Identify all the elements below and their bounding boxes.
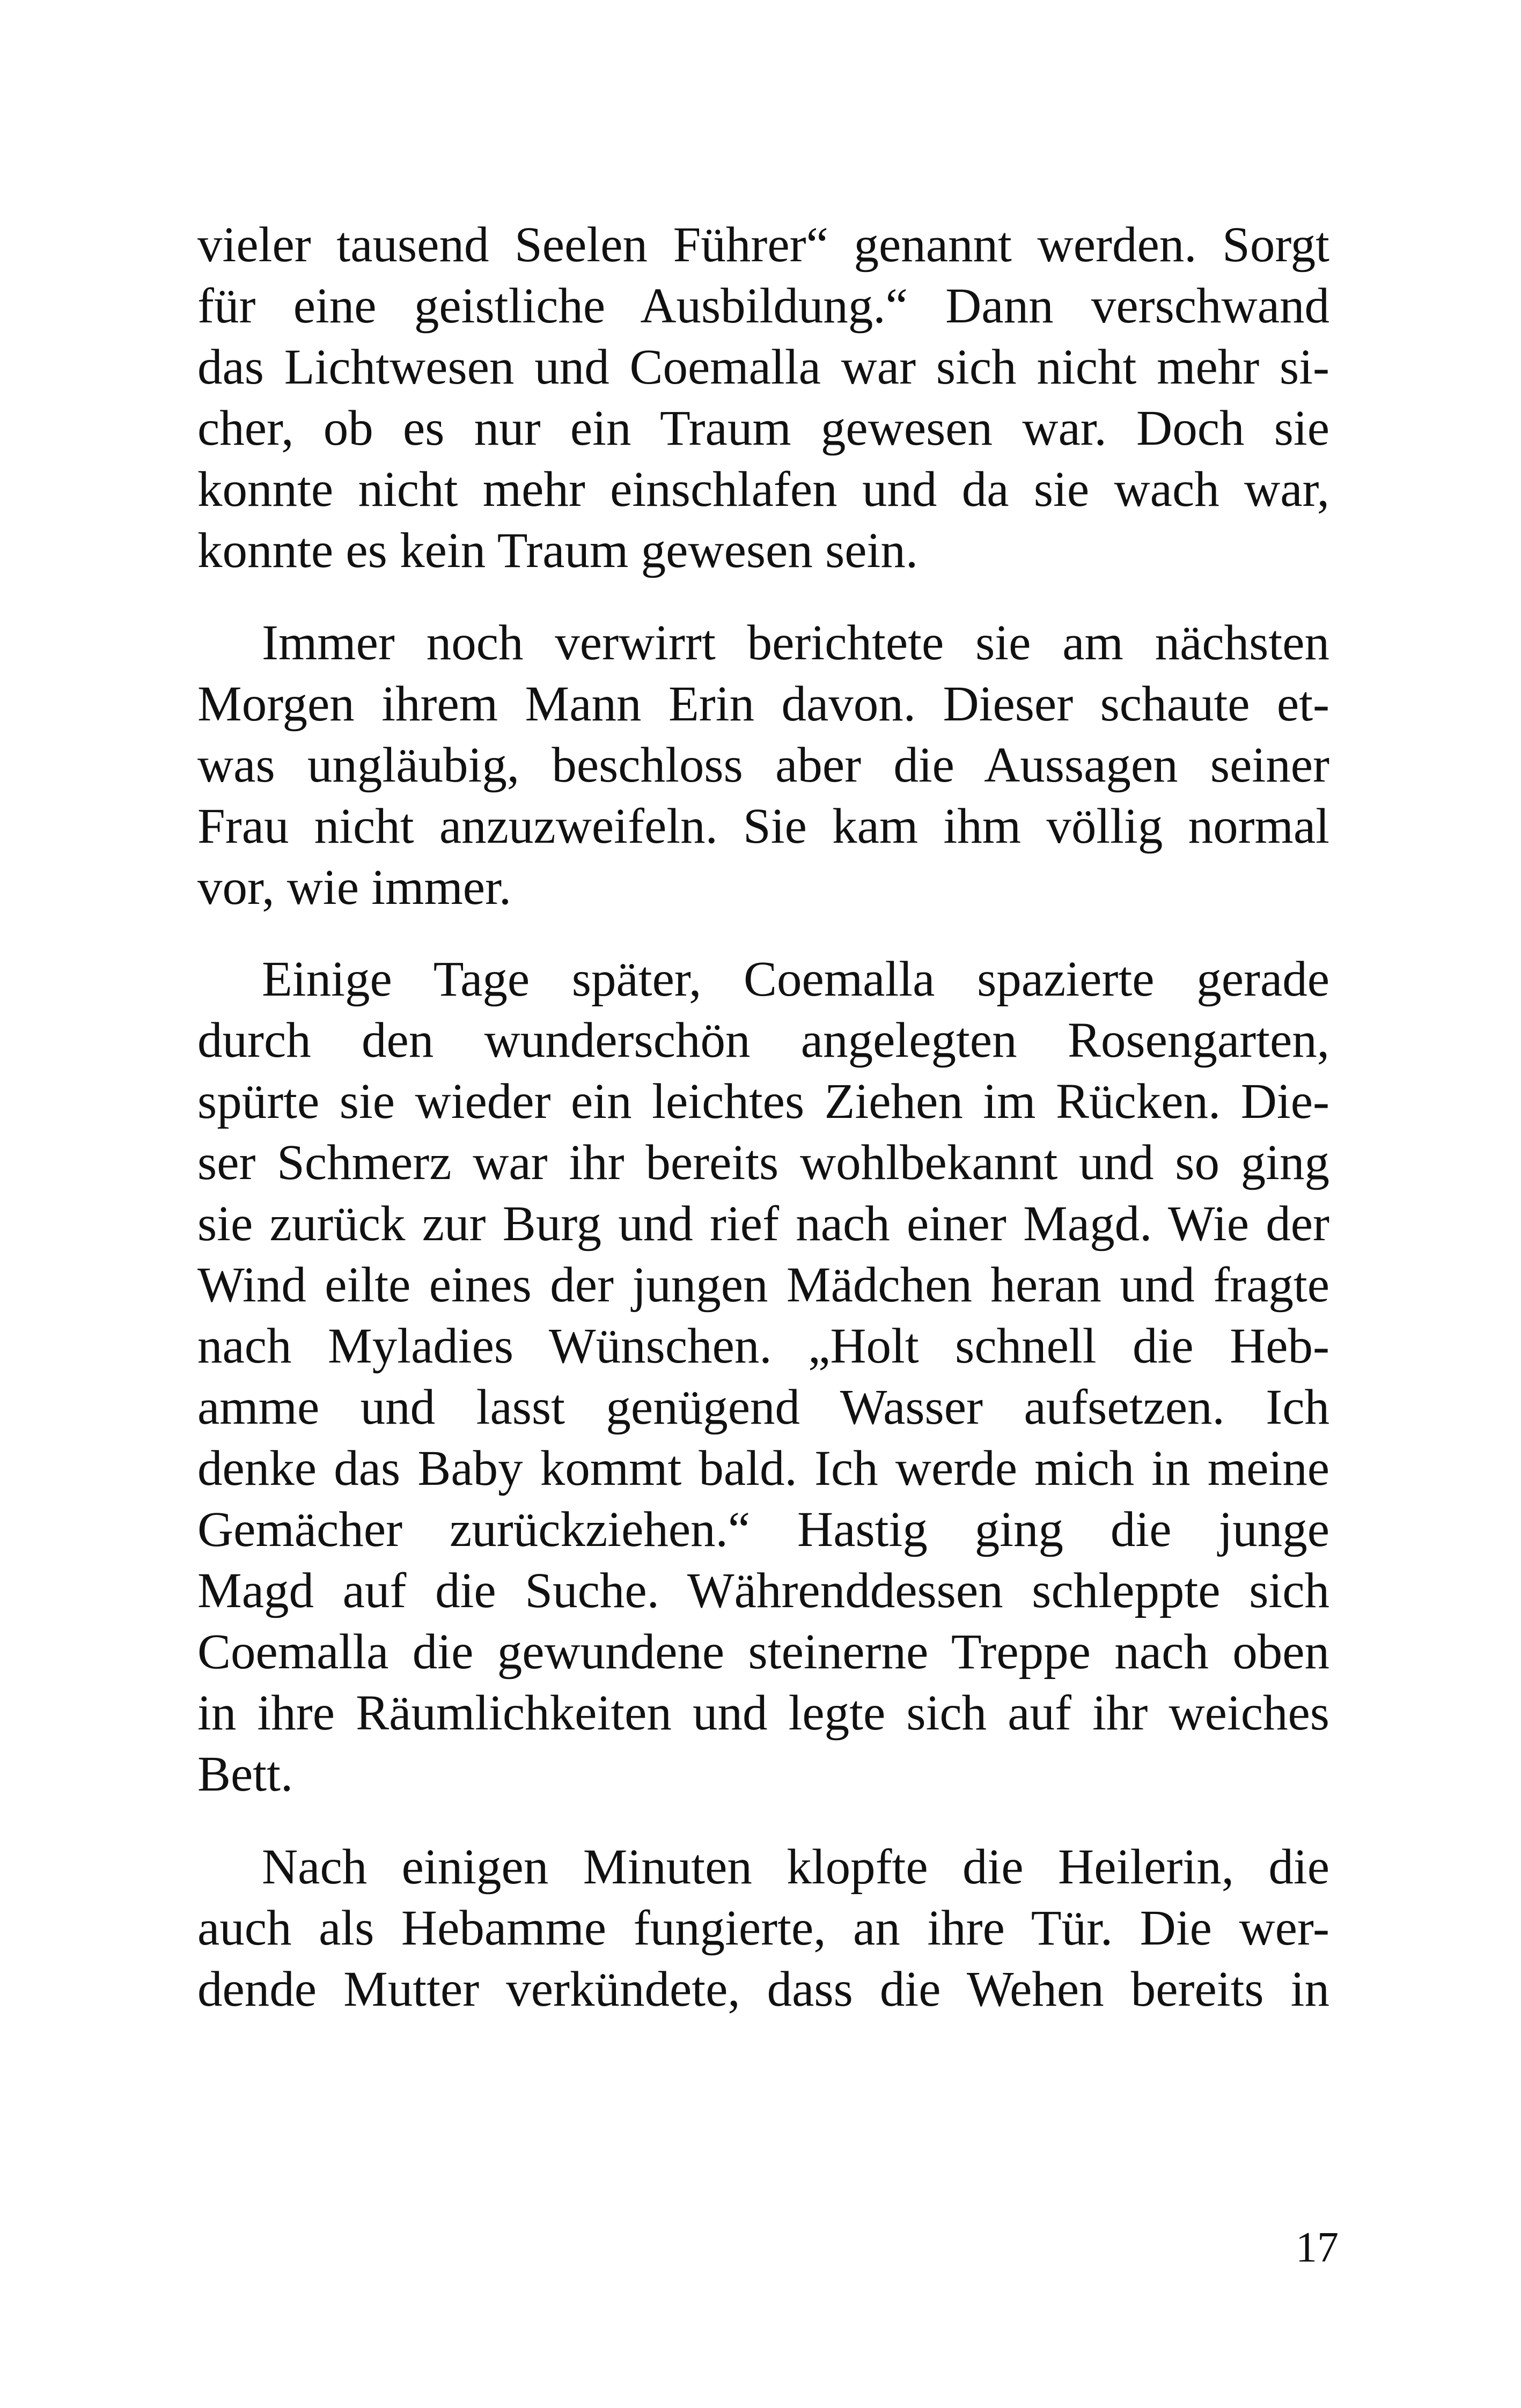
- text-line: nach Myladies Wünschen. „Holt schnell die Heb-: [197, 1319, 1329, 1374]
- text-line: cher, ob es nur ein Traum gewesen war. Doch sie: [197, 401, 1329, 456]
- text-line: sie zurück zur Burg und rief nach einer Magd. Wie der: [197, 1196, 1329, 1251]
- text-line: das Lichtwesen und Coemalla war sich nicht mehr si-: [197, 340, 1329, 395]
- text-line: durch den wunderschön angelegten Rosengarten,: [197, 1013, 1329, 1068]
- text-line: Immer noch verwirrt berichtete sie am nächsten: [262, 615, 1329, 671]
- paragraph-4: [197, 1837, 1329, 2020]
- text-line: dende Mutter verkündete, dass die Wehen bereits in: [197, 1962, 1329, 2017]
- paragraph-2: [197, 613, 1329, 918]
- page-number: 17: [1296, 2224, 1339, 2271]
- text-line: vieler tausend Seelen Führer“ genannt werden. Sorgt: [197, 217, 1329, 273]
- text-line: Gemächer zurückziehen.“ Hastig ging die junge: [197, 1502, 1329, 1557]
- text-line: Wind eilte eines der jungen Mädchen heran und fragte: [197, 1257, 1329, 1313]
- text-line: in ihre Räumlichkeiten und legte sich auf ihr weiches: [197, 1685, 1329, 1741]
- text-line: amme und lasst genügend Wasser aufsetzen. Ich: [197, 1380, 1329, 1435]
- text-line: Nach einigen Minuten klopfte die Heilerin, die: [262, 1839, 1329, 1895]
- text-line: Einige Tage später, Coemalla spazierte gerade: [262, 952, 1329, 1007]
- text-line: Morgen ihrem Mann Erin davon. Dieser schaute et-: [197, 676, 1329, 732]
- text-line: konnte es kein Traum gewesen sein.: [197, 523, 919, 578]
- text-line: konnte nicht mehr einschlafen und da sie wach war,: [197, 462, 1329, 517]
- paragraph-3: [197, 949, 1329, 1805]
- text-line: spürte sie wieder ein leichtes Ziehen im Rücken. Die-: [197, 1074, 1329, 1129]
- text-line: für eine geistliche Ausbildung.“ Dann verschwand: [197, 278, 1329, 334]
- text-line: ser Schmerz war ihr bereits wohlbekannt und so ging: [197, 1135, 1329, 1190]
- paragraph-1: [197, 215, 1329, 581]
- text-line: Bett.: [197, 1747, 293, 1802]
- text-line: Frau nicht anzuzweifeln. Sie kam ihm völlig normal: [197, 799, 1329, 854]
- text-line: was ungläubig, beschloss aber die Aussagen seiner: [197, 738, 1329, 793]
- text-line: Magd auf die Suche. Währenddessen schleppte sich: [197, 1563, 1329, 1618]
- text-line: auch als Hebamme fungierte, an ihre Tür. Die wer-: [197, 1901, 1329, 1956]
- text-line: Coemalla die gewundene steinerne Treppe nach oben: [197, 1624, 1329, 1680]
- text-line: vor, wie immer.: [197, 860, 512, 915]
- text-line: denke das Baby kommt bald. Ich werde mich in meine: [197, 1441, 1329, 1496]
